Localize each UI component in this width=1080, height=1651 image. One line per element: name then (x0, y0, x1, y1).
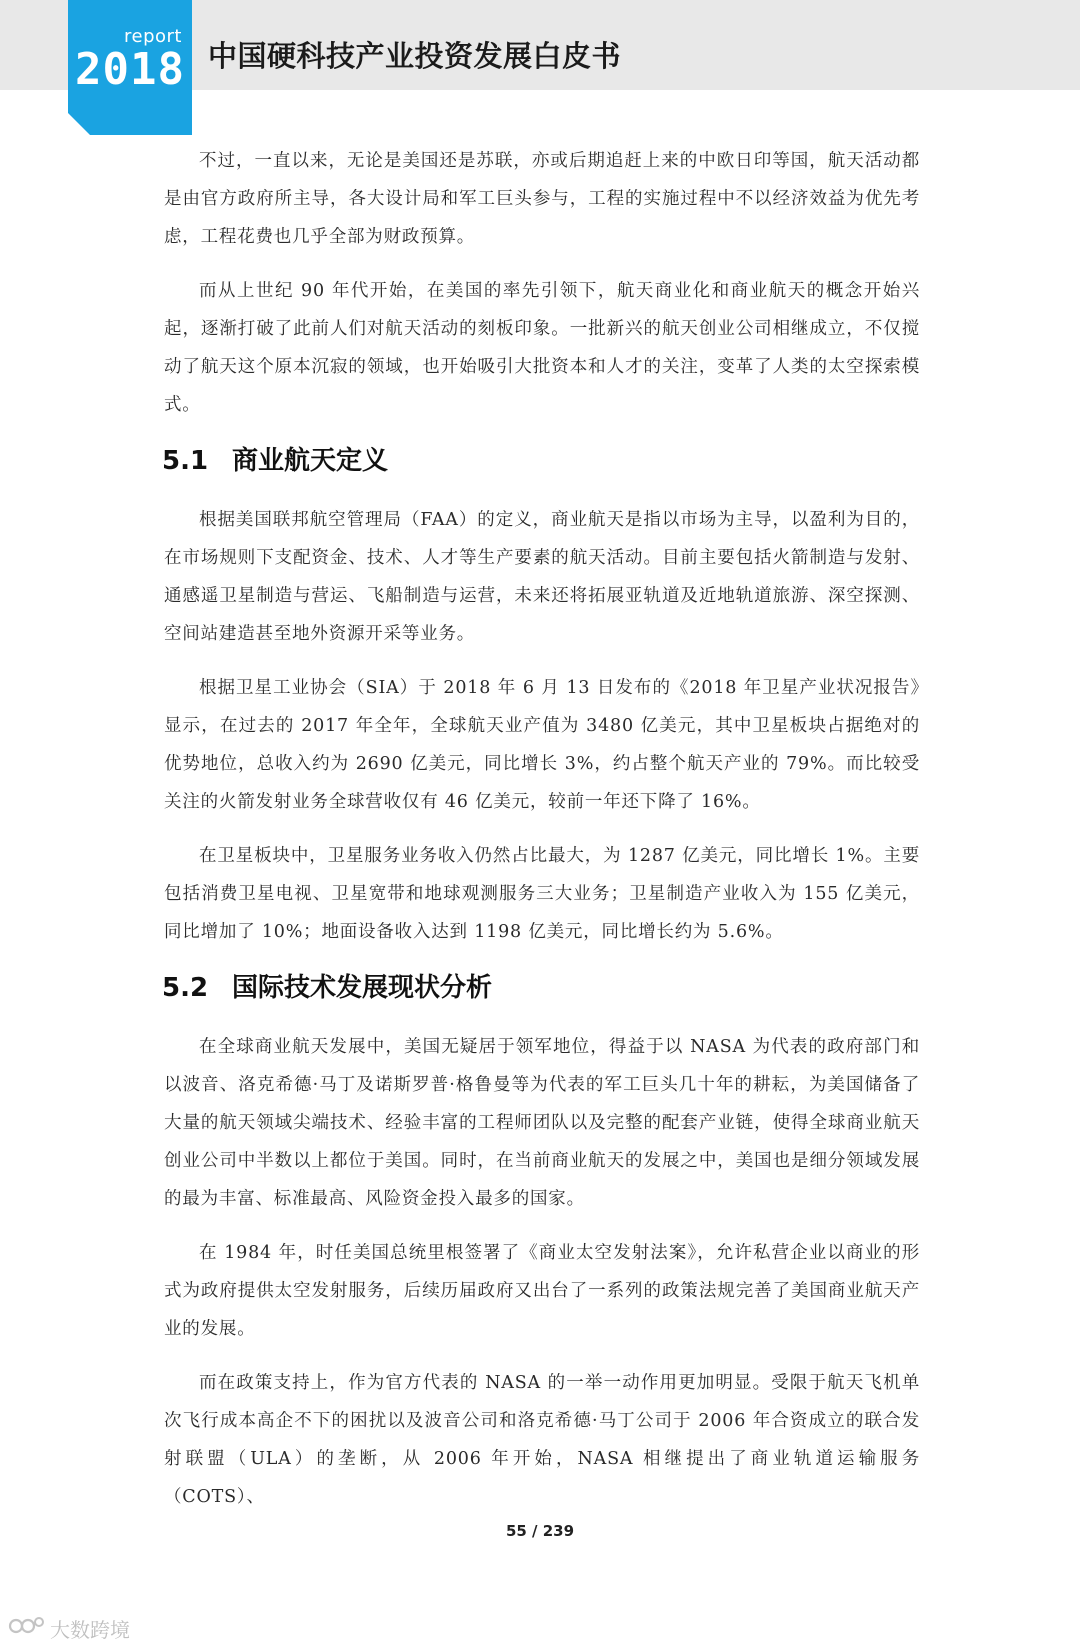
body-paragraph: 而在政策支持上，作为官方代表的 NASA 的一举一动作用更加明显。受限于航天飞机单次飞行成本高企不下的困扰以及波音公司和洛克希德·马丁公司于 2006 年合资成立的联合发射联盟（ULA）的垄断，从 2006 年开始，NASA 相继提出了商业轨道运输服务（COTS）、 (164, 1373, 920, 1507)
body-paragraph: 根据美国联邦航空管理局（FAA）的定义，商业航天是指以市场为主导，以盈利为目的，在市场规则下支配资金、技术、人才等生产要素的航天活动。目前主要包括火箭制造与发射、通感遥卫星制造与营运、飞船制造与运营，未来还将拓展亚轨道及近地轨道旅游、深空探测、空间站建造甚至地外资源开采等业务。 (164, 510, 920, 644)
logo-year: 2018 (75, 44, 185, 95)
page-number: 55 / 239 (505, 1522, 575, 1540)
body-paragraph: 在 1984 年，时任美国总统里根签署了《商业太空发射法案》，允许私营企业以商业的形式为政府提供太空发射服务，后续历届政府又出台了一系列的政策法规完善了美国商业航天产业的发展。 (164, 1243, 920, 1339)
watermark-logo-icon (8, 1615, 46, 1642)
section-number: 5.1 (162, 446, 209, 476)
section-title: 国际技术发展现状分析 (232, 973, 493, 1003)
body-paragraph: 不过，一直以来，无论是美国还是苏联，亦或后期追赶上来的中欧日印等国，航天活动都是由官方政府所主导，各大设计局和军工巨头参与，工程的实施过程中不以经济效益为优先考虑，工程花费也几乎全部为财政预算。 (164, 151, 920, 247)
watermark (8, 1614, 130, 1643)
body-paragraph: 而从上世纪 90 年代开始，在美国的率先引领下，航天商业化和商业航天的概念开始兴起，逐渐打破了此前人们对航天活动的刻板印象。一批新兴的航天创业公司相继成立，不仅搅动了航天这个原本沉寂的领域，也开始吸引大批资本和人才的关注，变革了人类的太空探索模式。 (164, 281, 920, 415)
section-heading (162, 967, 920, 1004)
section-title: 商业航天定义 (232, 446, 389, 476)
document-body (164, 142, 920, 1532)
report-logo (68, 0, 192, 135)
section-heading (162, 440, 920, 477)
section-number: 5.2 (162, 973, 209, 1003)
body-paragraph: 根据卫星工业协会（SIA）于 2018 年 6 月 13 日发布的《2018 年卫星产业状况报告》显示，在过去的 2017 年全年，全球航天业产值为 3480 亿美元，其中卫星板块占据绝对的优势地位，总收入约为 2690 亿美元，同比增长 3%，约占整个航天产业的 79%。而比较受关注的火箭发射业务全球营收仅有 46 亿美元，较前一年还下降了 16%。 (164, 678, 920, 812)
body-paragraph: 在全球商业航天发展中，美国无疑居于领军地位，得益于以 NASA 为代表的政府部门和以波音、洛克希德·马丁及诺斯罗普·格鲁曼等为代表的军工巨头几十年的耕耘，为美国储备了大量的航天领域尖端技术、经验丰富的工程师团队以及完整的配套产业链，使得全球商业航天创业公司中半数以上都位于美国。同时，在当前商业航天的发展之中，美国也是细分领域发展的最为丰富、标准最高、风险资金投入最多的国家。 (164, 1037, 920, 1209)
logo-report-label: report (124, 26, 182, 47)
logo-fold-corner (68, 113, 90, 135)
body-paragraph: 在卫星板块中，卫星服务业务收入仍然占比最大，为 1287 亿美元，同比增长 1%。主要包括消费卫星电视、卫星宽带和地球观测服务三大业务；卫星制造产业收入为 155 亿美元，同比增加了 10%；地面设备收入达到 1198 亿美元，同比增长约为 5.6%。 (164, 846, 920, 942)
document-title: 中国硬科技产业投资发展白皮书 (208, 39, 622, 73)
watermark-text: 大数跨境 (50, 1618, 130, 1642)
